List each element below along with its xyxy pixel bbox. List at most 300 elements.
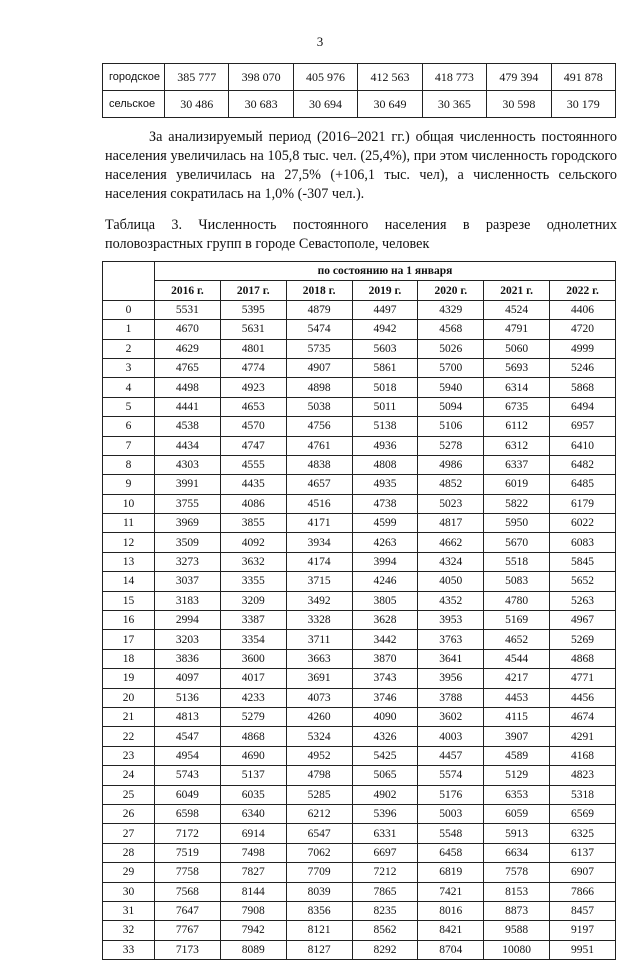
table-cell: 30 365 bbox=[422, 91, 486, 118]
table-cell: 479 394 bbox=[487, 64, 551, 91]
table-cell: 7767 bbox=[155, 921, 221, 940]
table-cell: 5693 bbox=[484, 358, 550, 377]
table-cell: 4456 bbox=[550, 688, 616, 707]
table-cell: 5868 bbox=[550, 378, 616, 397]
age-cell: 18 bbox=[103, 649, 155, 668]
age-header-cell bbox=[103, 262, 155, 301]
table-cell: 3691 bbox=[286, 669, 352, 688]
table-cell: 4761 bbox=[286, 436, 352, 455]
table-cell: 6212 bbox=[286, 804, 352, 823]
age-cell: 2 bbox=[103, 339, 155, 358]
table-cell: 3870 bbox=[352, 649, 418, 668]
table-cell: 5129 bbox=[484, 766, 550, 785]
table-cell: 4986 bbox=[418, 455, 484, 474]
table-cell: 4453 bbox=[484, 688, 550, 707]
table-cell: 7758 bbox=[155, 863, 221, 882]
table-cell: 6059 bbox=[484, 804, 550, 823]
age-cell: 14 bbox=[103, 572, 155, 591]
table-cell: 3442 bbox=[352, 630, 418, 649]
table-cell: 5913 bbox=[484, 824, 550, 843]
table-cell: 8873 bbox=[484, 901, 550, 920]
table-cell: 6458 bbox=[418, 843, 484, 862]
table-cell: 5548 bbox=[418, 824, 484, 843]
table-cell: 8121 bbox=[286, 921, 352, 940]
age-cell: 27 bbox=[103, 824, 155, 843]
table-cell: 3037 bbox=[155, 572, 221, 591]
table-cell: 4092 bbox=[220, 533, 286, 552]
table-cell: 6819 bbox=[418, 863, 484, 882]
age-cell: 8 bbox=[103, 455, 155, 474]
table-cell: 8127 bbox=[286, 940, 352, 959]
table-cell: 4324 bbox=[418, 552, 484, 571]
table-row bbox=[103, 339, 616, 358]
table-cell: 4073 bbox=[286, 688, 352, 707]
table-cell: 6410 bbox=[550, 436, 616, 455]
table-cell: 3991 bbox=[155, 475, 221, 494]
table-row bbox=[103, 824, 616, 843]
age-cell: 23 bbox=[103, 746, 155, 765]
table-cell: 30 598 bbox=[487, 91, 551, 118]
table-cell: 6331 bbox=[352, 824, 418, 843]
table-cell: 6022 bbox=[550, 514, 616, 533]
table-cell: 4808 bbox=[352, 455, 418, 474]
table-cell: 5106 bbox=[418, 417, 484, 436]
table-cell: 4765 bbox=[155, 358, 221, 377]
table-cell: 5083 bbox=[484, 572, 550, 591]
table-cell: 7709 bbox=[286, 863, 352, 882]
table-cell: 7212 bbox=[352, 863, 418, 882]
table-cell: 4674 bbox=[550, 707, 616, 726]
table-cell: 3203 bbox=[155, 630, 221, 649]
year-header-cell: 2019 г. bbox=[352, 281, 418, 300]
table-row bbox=[103, 843, 616, 862]
table-cell: 5324 bbox=[286, 727, 352, 746]
table-row bbox=[103, 611, 616, 630]
table-cell: 4935 bbox=[352, 475, 418, 494]
table-cell: 30 649 bbox=[358, 91, 422, 118]
table-cell: 4352 bbox=[418, 591, 484, 610]
table-cell: 4168 bbox=[550, 746, 616, 765]
table-cell: 6035 bbox=[220, 785, 286, 804]
table-row bbox=[103, 901, 616, 920]
table-row bbox=[103, 649, 616, 668]
table-cell: 5023 bbox=[418, 494, 484, 513]
age-cell: 28 bbox=[103, 843, 155, 862]
table-cell: 3354 bbox=[220, 630, 286, 649]
table-cell: 6494 bbox=[550, 397, 616, 416]
table-cell: 4670 bbox=[155, 320, 221, 339]
table-cell: 418 773 bbox=[422, 64, 486, 91]
summary-text: За анализируемый период (2016–2021 гг.) общая численность постоянного населения увеличилась на 105,8 тыс. чел. (25,4%), при этом численность городского населения увеличилась на 27,5% (+106,1 тыс. чел), а численность сельского населения сократилась на 1,0% (-307 чел.). bbox=[105, 129, 617, 202]
table-cell: 7647 bbox=[155, 901, 221, 920]
age-cell: 21 bbox=[103, 707, 155, 726]
table-cell: 6547 bbox=[286, 824, 352, 843]
table-cell: 5285 bbox=[286, 785, 352, 804]
table-cell: 4457 bbox=[418, 746, 484, 765]
table-cell: 4657 bbox=[286, 475, 352, 494]
table-cell: 5318 bbox=[550, 785, 616, 804]
table-cell: 4174 bbox=[286, 552, 352, 571]
table-cell: 3953 bbox=[418, 611, 484, 630]
table-cell: 5631 bbox=[220, 320, 286, 339]
age-cell: 22 bbox=[103, 727, 155, 746]
table-cell: 4629 bbox=[155, 339, 221, 358]
row-label: городское bbox=[103, 64, 165, 91]
table-cell: 7942 bbox=[220, 921, 286, 940]
age-cell: 25 bbox=[103, 785, 155, 804]
table-row bbox=[103, 940, 616, 959]
table-cell: 6312 bbox=[484, 436, 550, 455]
table-cell: 4090 bbox=[352, 707, 418, 726]
table-cell: 7172 bbox=[155, 824, 221, 843]
table-cell: 8153 bbox=[484, 882, 550, 901]
table-cell: 3663 bbox=[286, 649, 352, 668]
table-cell: 5137 bbox=[220, 766, 286, 785]
table-row bbox=[103, 572, 616, 591]
table-row bbox=[103, 766, 616, 785]
table-cell: 4217 bbox=[484, 669, 550, 688]
table-cell: 5003 bbox=[418, 804, 484, 823]
table-cell: 7519 bbox=[155, 843, 221, 862]
table-cell: 6314 bbox=[484, 378, 550, 397]
table-cell: 6634 bbox=[484, 843, 550, 862]
table-cell: 4544 bbox=[484, 649, 550, 668]
table-cell: 3788 bbox=[418, 688, 484, 707]
table-cell: 8457 bbox=[550, 901, 616, 920]
table-cell: 7062 bbox=[286, 843, 352, 862]
table-cell: 6598 bbox=[155, 804, 221, 823]
table-row bbox=[103, 921, 616, 940]
table-cell: 4303 bbox=[155, 455, 221, 474]
table-cell: 6482 bbox=[550, 455, 616, 474]
table-cell: 5176 bbox=[418, 785, 484, 804]
table-caption: Таблица 3. Численность постоянного населения в разрезе однолетних половозрастных групп в городе Севастополе, человек bbox=[105, 217, 617, 252]
table-cell: 4720 bbox=[550, 320, 616, 339]
table-cell: 4936 bbox=[352, 436, 418, 455]
table-cell: 3907 bbox=[484, 727, 550, 746]
table-row bbox=[103, 494, 616, 513]
table-cell: 3602 bbox=[418, 707, 484, 726]
table-cell: 6735 bbox=[484, 397, 550, 416]
table-cell: 4791 bbox=[484, 320, 550, 339]
table-cell: 8016 bbox=[418, 901, 484, 920]
age-cell: 31 bbox=[103, 901, 155, 920]
table-row bbox=[103, 707, 616, 726]
table-cell: 6137 bbox=[550, 843, 616, 862]
table-cell: 3763 bbox=[418, 630, 484, 649]
age-cell: 4 bbox=[103, 378, 155, 397]
table-cell: 5743 bbox=[155, 766, 221, 785]
year-header-cell: 2020 г. bbox=[418, 281, 484, 300]
table-cell: 7421 bbox=[418, 882, 484, 901]
table-cell: 30 694 bbox=[293, 91, 357, 118]
table-cell: 4942 bbox=[352, 320, 418, 339]
table-cell: 4435 bbox=[220, 475, 286, 494]
table-cell: 3711 bbox=[286, 630, 352, 649]
table-row bbox=[103, 475, 616, 494]
table-cell: 6485 bbox=[550, 475, 616, 494]
table-row bbox=[103, 378, 616, 397]
age-cell: 19 bbox=[103, 669, 155, 688]
table-cell: 405 976 bbox=[293, 64, 357, 91]
age-cell: 13 bbox=[103, 552, 155, 571]
table-cell: 3641 bbox=[418, 649, 484, 668]
age-cell: 20 bbox=[103, 688, 155, 707]
table-cell: 4570 bbox=[220, 417, 286, 436]
table-row bbox=[103, 688, 616, 707]
table-cell: 4879 bbox=[286, 300, 352, 319]
table-cell: 3387 bbox=[220, 611, 286, 630]
table-cell: 4898 bbox=[286, 378, 352, 397]
age-cell: 5 bbox=[103, 397, 155, 416]
table-row bbox=[103, 91, 616, 118]
table-cell: 6083 bbox=[550, 533, 616, 552]
table-cell: 9588 bbox=[484, 921, 550, 940]
table-cell: 3934 bbox=[286, 533, 352, 552]
table-cell: 4498 bbox=[155, 378, 221, 397]
table-cell: 4952 bbox=[286, 746, 352, 765]
table-cell: 5845 bbox=[550, 552, 616, 571]
table-cell: 7827 bbox=[220, 863, 286, 882]
table-cell: 2994 bbox=[155, 611, 221, 630]
table-row bbox=[103, 882, 616, 901]
table-cell: 4907 bbox=[286, 358, 352, 377]
table-cell: 4406 bbox=[550, 300, 616, 319]
table-cell: 8292 bbox=[352, 940, 418, 959]
table-row bbox=[103, 863, 616, 882]
urban-rural-table bbox=[102, 63, 616, 118]
table-cell: 4653 bbox=[220, 397, 286, 416]
year-header-cell: 2016 г. bbox=[155, 281, 221, 300]
table-cell: 5026 bbox=[418, 339, 484, 358]
table-cell: 4589 bbox=[484, 746, 550, 765]
table-cell: 5603 bbox=[352, 339, 418, 358]
table-cell: 8562 bbox=[352, 921, 418, 940]
table-cell: 5531 bbox=[155, 300, 221, 319]
table-cell: 4555 bbox=[220, 455, 286, 474]
table-cell: 4813 bbox=[155, 707, 221, 726]
table-cell: 491 878 bbox=[551, 64, 615, 91]
table-row bbox=[103, 455, 616, 474]
table-cell: 4798 bbox=[286, 766, 352, 785]
table-cell: 3836 bbox=[155, 649, 221, 668]
table-cell: 6112 bbox=[484, 417, 550, 436]
table-cell: 3355 bbox=[220, 572, 286, 591]
table-cell: 4233 bbox=[220, 688, 286, 707]
table-row bbox=[103, 552, 616, 571]
table-cell: 4868 bbox=[550, 649, 616, 668]
table-cell: 3746 bbox=[352, 688, 418, 707]
table-cell: 8089 bbox=[220, 940, 286, 959]
table-cell: 5279 bbox=[220, 707, 286, 726]
group-header-cell: по состоянию на 1 января bbox=[155, 262, 616, 281]
table-cell: 385 777 bbox=[165, 64, 229, 91]
table-cell: 5670 bbox=[484, 533, 550, 552]
table-row bbox=[103, 397, 616, 416]
age-cell: 3 bbox=[103, 358, 155, 377]
table-cell: 4652 bbox=[484, 630, 550, 649]
table-cell: 6569 bbox=[550, 804, 616, 823]
age-cell: 33 bbox=[103, 940, 155, 959]
age-cell: 32 bbox=[103, 921, 155, 940]
table-row bbox=[103, 300, 616, 319]
table-cell: 6697 bbox=[352, 843, 418, 862]
table-cell: 4003 bbox=[418, 727, 484, 746]
age-cell: 11 bbox=[103, 514, 155, 533]
age-cell: 15 bbox=[103, 591, 155, 610]
table-row bbox=[103, 533, 616, 552]
table-cell: 4967 bbox=[550, 611, 616, 630]
table-cell: 4774 bbox=[220, 358, 286, 377]
age-cell: 29 bbox=[103, 863, 155, 882]
table-cell: 3600 bbox=[220, 649, 286, 668]
table-cell: 8144 bbox=[220, 882, 286, 901]
table-cell: 5474 bbox=[286, 320, 352, 339]
table-cell: 5940 bbox=[418, 378, 484, 397]
year-header-cell: 2021 г. bbox=[484, 281, 550, 300]
table-cell: 3183 bbox=[155, 591, 221, 610]
table-cell: 6914 bbox=[220, 824, 286, 843]
table-cell: 3956 bbox=[418, 669, 484, 688]
table-cell: 7568 bbox=[155, 882, 221, 901]
table-cell: 5652 bbox=[550, 572, 616, 591]
age-cell: 26 bbox=[103, 804, 155, 823]
table-cell: 7908 bbox=[220, 901, 286, 920]
table-cell: 9951 bbox=[550, 940, 616, 959]
table-cell: 5169 bbox=[484, 611, 550, 630]
table-cell: 4923 bbox=[220, 378, 286, 397]
table-cell: 8356 bbox=[286, 901, 352, 920]
table-cell: 4263 bbox=[352, 533, 418, 552]
table-cell: 3855 bbox=[220, 514, 286, 533]
table-cell: 4050 bbox=[418, 572, 484, 591]
table-cell: 4538 bbox=[155, 417, 221, 436]
table-cell: 5065 bbox=[352, 766, 418, 785]
table-row bbox=[103, 514, 616, 533]
table-cell: 4171 bbox=[286, 514, 352, 533]
table-cell: 5278 bbox=[418, 436, 484, 455]
table-row bbox=[103, 320, 616, 339]
table-cell: 4838 bbox=[286, 455, 352, 474]
table-row bbox=[103, 785, 616, 804]
table-cell: 7865 bbox=[352, 882, 418, 901]
age-cell: 6 bbox=[103, 417, 155, 436]
table-row bbox=[103, 358, 616, 377]
table-cell: 3755 bbox=[155, 494, 221, 513]
table-row bbox=[103, 669, 616, 688]
age-cell: 17 bbox=[103, 630, 155, 649]
table-row bbox=[103, 591, 616, 610]
table-cell: 4115 bbox=[484, 707, 550, 726]
table-cell: 9197 bbox=[550, 921, 616, 940]
age-cell: 9 bbox=[103, 475, 155, 494]
table-cell: 6340 bbox=[220, 804, 286, 823]
table-cell: 4747 bbox=[220, 436, 286, 455]
table-cell: 6957 bbox=[550, 417, 616, 436]
year-header-row bbox=[103, 281, 616, 300]
table-cell: 5138 bbox=[352, 417, 418, 436]
table-cell: 3509 bbox=[155, 533, 221, 552]
table-cell: 4738 bbox=[352, 494, 418, 513]
table-cell: 3969 bbox=[155, 514, 221, 533]
table-cell: 3492 bbox=[286, 591, 352, 610]
year-header-cell: 2022 г. bbox=[550, 281, 616, 300]
table-cell: 8235 bbox=[352, 901, 418, 920]
table-cell: 5018 bbox=[352, 378, 418, 397]
age-cell: 7 bbox=[103, 436, 155, 455]
table-cell: 4801 bbox=[220, 339, 286, 358]
age-cell: 1 bbox=[103, 320, 155, 339]
table-row bbox=[103, 630, 616, 649]
table-cell: 8421 bbox=[418, 921, 484, 940]
table-cell: 5396 bbox=[352, 804, 418, 823]
age-cell: 24 bbox=[103, 766, 155, 785]
table-cell: 5038 bbox=[286, 397, 352, 416]
table-cell: 6907 bbox=[550, 863, 616, 882]
table-cell: 3805 bbox=[352, 591, 418, 610]
table-cell: 4441 bbox=[155, 397, 221, 416]
table-cell: 398 070 bbox=[229, 64, 293, 91]
table-cell: 4497 bbox=[352, 300, 418, 319]
table-cell: 4329 bbox=[418, 300, 484, 319]
table-cell: 8039 bbox=[286, 882, 352, 901]
table-cell: 6179 bbox=[550, 494, 616, 513]
table-cell: 4780 bbox=[484, 591, 550, 610]
table-cell: 4246 bbox=[352, 572, 418, 591]
table-cell: 5246 bbox=[550, 358, 616, 377]
table-cell: 6337 bbox=[484, 455, 550, 474]
year-header-cell: 2017 г. bbox=[220, 281, 286, 300]
table-cell: 4662 bbox=[418, 533, 484, 552]
table-cell: 4823 bbox=[550, 766, 616, 785]
table-cell: 5518 bbox=[484, 552, 550, 571]
table-cell: 5136 bbox=[155, 688, 221, 707]
age-cell: 16 bbox=[103, 611, 155, 630]
table-row bbox=[103, 436, 616, 455]
table-cell: 7498 bbox=[220, 843, 286, 862]
year-header-cell: 2018 г. bbox=[286, 281, 352, 300]
table-row bbox=[103, 64, 616, 91]
table-cell: 5011 bbox=[352, 397, 418, 416]
table-cell: 5822 bbox=[484, 494, 550, 513]
table-cell: 4756 bbox=[286, 417, 352, 436]
table-cell: 4291 bbox=[550, 727, 616, 746]
table-cell: 30 179 bbox=[551, 91, 615, 118]
age-cell: 10 bbox=[103, 494, 155, 513]
summary-paragraph bbox=[105, 128, 617, 204]
table-cell: 4902 bbox=[352, 785, 418, 804]
table-cell: 4999 bbox=[550, 339, 616, 358]
table-cell: 4771 bbox=[550, 669, 616, 688]
table-cell: 3209 bbox=[220, 591, 286, 610]
table-cell: 7866 bbox=[550, 882, 616, 901]
table-cell: 4097 bbox=[155, 669, 221, 688]
table-cell: 4086 bbox=[220, 494, 286, 513]
table-row bbox=[103, 727, 616, 746]
table-cell: 5950 bbox=[484, 514, 550, 533]
table-cell: 4599 bbox=[352, 514, 418, 533]
table-cell: 3628 bbox=[352, 611, 418, 630]
table-cell: 3715 bbox=[286, 572, 352, 591]
table-cell: 4868 bbox=[220, 727, 286, 746]
table-cell: 4017 bbox=[220, 669, 286, 688]
table-cell: 4817 bbox=[418, 514, 484, 533]
table-cell: 5700 bbox=[418, 358, 484, 377]
table-cell: 5574 bbox=[418, 766, 484, 785]
table-cell: 3273 bbox=[155, 552, 221, 571]
table-cell: 4516 bbox=[286, 494, 352, 513]
table-cell: 4260 bbox=[286, 707, 352, 726]
